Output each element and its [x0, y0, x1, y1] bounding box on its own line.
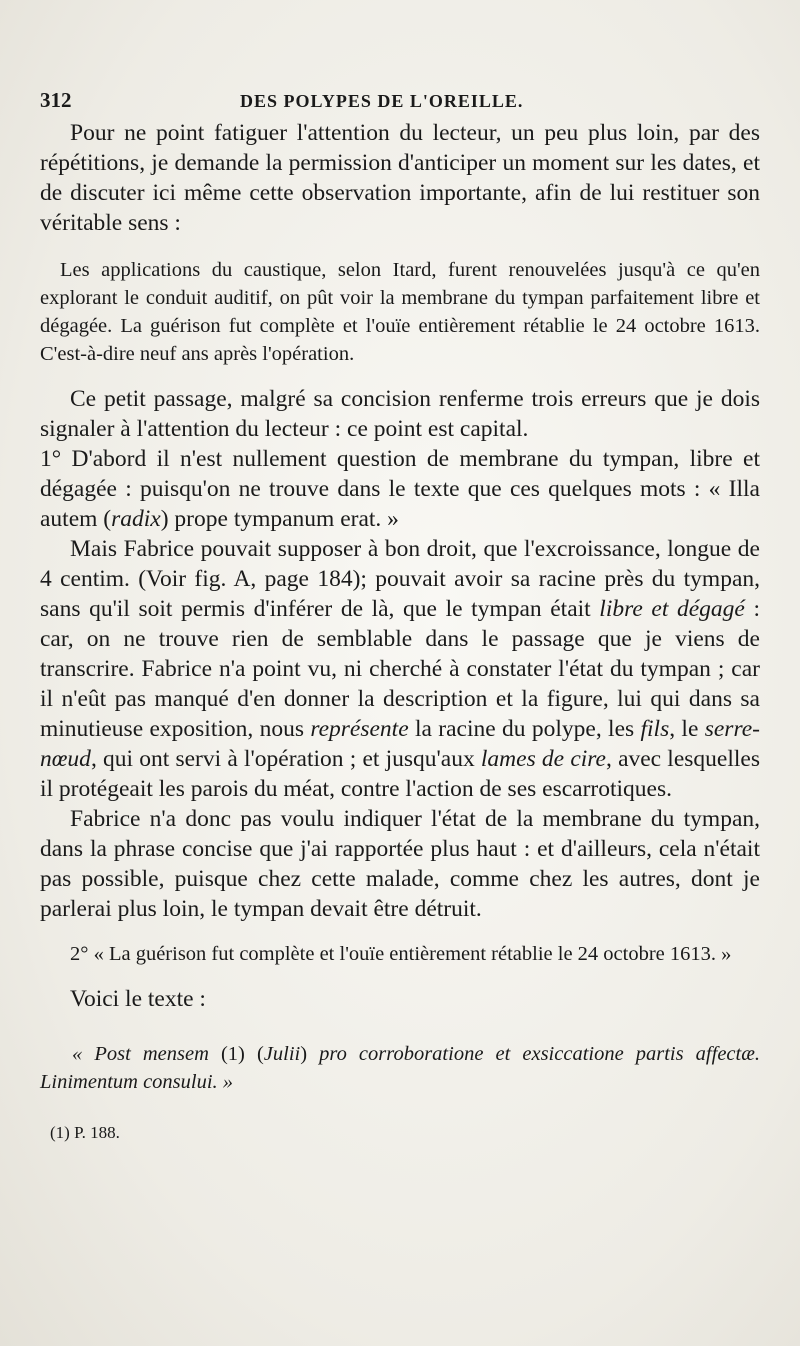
- paragraph-3: [40, 444, 760, 534]
- latin-part-a: « Post mensem: [72, 1043, 221, 1065]
- second-error-quote: 2° « La guérison fut complète et l'ouïe entièrement rétablie le 24 octobre 1613. »: [70, 943, 732, 965]
- running-title: DES POLYPES DE L'OREILLE.: [240, 91, 524, 111]
- latin-part-c-text: pro corroboratione et exsiccatione partis affectæ. Linimentum consului. »: [40, 1043, 761, 1093]
- paragraph-3-end: ) prope tympanum erat. »: [160, 506, 399, 532]
- paragraph-4: [40, 534, 760, 804]
- serre-noeud-italic: serre-nœud: [40, 716, 760, 772]
- paragraph-3-text: 1° D'abord il n'est nullement question de membrane du tympan, libre et dégagée : puisqu'on ne trouve dans le texte que ces quelques mots : « Illa autem (: [40, 446, 760, 532]
- paragraph-5: Fabrice n'a donc pas voulu indiquer l'état de la membrane du tympan, dans la phrase concise que j'ai rapportée plus haut : et d'ailleurs, cela n'était pas possible, puisque chez cette malade, comme chez les autres, dont je parlerai plus loin, le tympan devait être détruit.: [40, 806, 760, 922]
- text-intro: [40, 984, 760, 1014]
- latin-julii: Julii: [263, 1043, 301, 1065]
- paragraph-4-part-d: , le: [669, 716, 705, 742]
- paragraph-2: Ce petit passage, malgré sa concision renferme trois erreurs que je dois signaler à l'attention du lecteur : ce point est capital.: [40, 386, 760, 442]
- latin-part-b: (: [244, 1043, 264, 1065]
- main-text: [40, 118, 760, 924]
- libre-et-degage-italic: libre et dégagé: [599, 596, 745, 622]
- paragraph-4-part-a: Mais Fabrice pouvait supposer à bon droit, que l'excroissance, longue de 4 centim. (Voir fig. A, page 184); pouvait avoir sa racine près du tympan, sans qu'il soit permis d'inférer de là, que le tympan était: [40, 536, 760, 622]
- footnote: (1) P. 188.: [50, 1123, 120, 1142]
- paragraph-4-part-f: , avec lesquelles il protégeait les parois du méat, contre l'action de ses escarrotiques.: [40, 746, 760, 802]
- latin-paren-close: ): [300, 1043, 308, 1065]
- paragraph-7: Voici le texte :: [70, 986, 206, 1012]
- quoted-summary: Les applications du caustique, selon Itard, furent renouvelées jusqu'à ce qu'en explorant le conduit auditif, on pût voir la membrane du tympan parfaitement libre et dégagée. La guérison fut complète et l'ouïe entièrement rétablie le 24 octobre 1613. C'est-à-dire neuf ans après l'opération.: [40, 259, 760, 365]
- radix-italic: radix: [111, 506, 161, 532]
- paragraph-4-part-c: la racine du polype, les: [408, 716, 641, 742]
- lames-de-cire-italic: lames de cire: [480, 746, 606, 772]
- page-number: 312: [40, 88, 72, 112]
- latin-quote: [40, 1040, 760, 1096]
- paragraph-4-part-e: , qui ont servi à l'opération ; et jusqu'aux: [90, 746, 481, 772]
- represente-italic: représente: [310, 716, 409, 742]
- paragraph-4-part-b: : car, on ne trouve rien de semblable dans le passage que je viens de transcrire. Fabrice n'a point vu, ni cherché à constater l'état du tympan ; car il n'eût pas manqué d'en donner la description et la figure, lui qui dans sa minutieuse exposition, nous: [40, 596, 760, 742]
- running-head: [40, 88, 760, 118]
- footnote-ref: (1): [220, 1043, 245, 1065]
- paragraph-1: Pour ne point fatiguer l'attention du lecteur, un peu plus loin, par des répétitions, je demande la permission d'anticiper un moment sur les dates, et de discuter ici même cette observation importante, afin de lui restituer son véritable sens :: [40, 120, 760, 236]
- fils-italic: fils: [640, 716, 670, 742]
